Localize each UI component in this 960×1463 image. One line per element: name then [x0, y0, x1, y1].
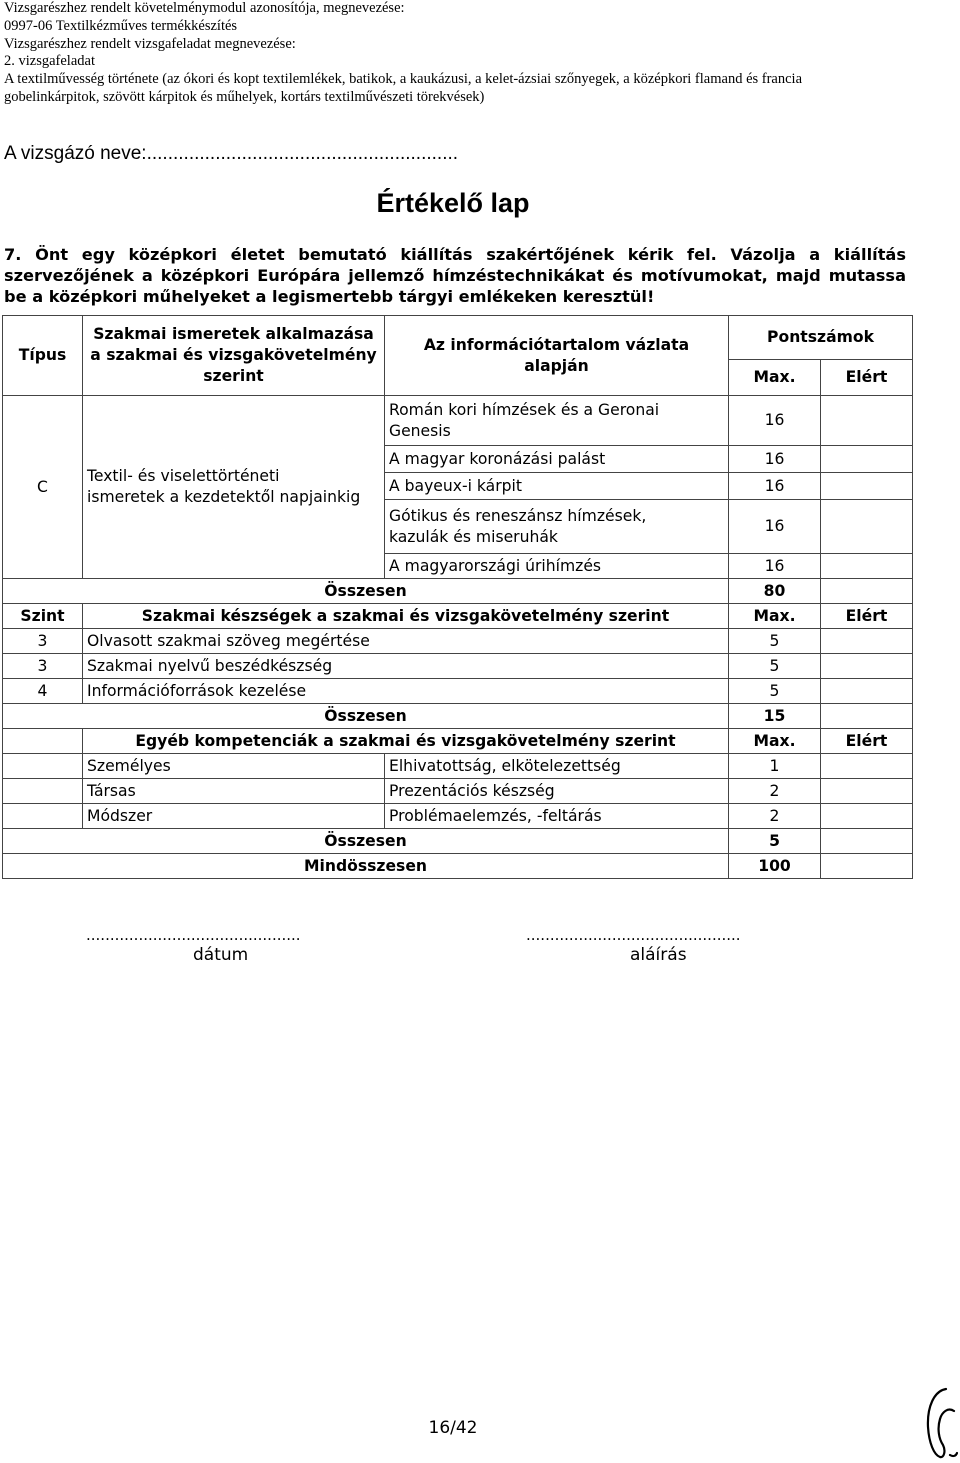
header-information-content [385, 316, 729, 396]
subtotal-max: 15 [729, 704, 821, 729]
skill-max: 5 [729, 629, 821, 654]
header-achieved: Elért [821, 729, 913, 754]
content-item [385, 396, 729, 446]
skill-achieved[interactable] [821, 654, 913, 679]
skill-max: 5 [729, 679, 821, 704]
skill-text: Szakmai nyelvű beszédkészség [83, 654, 729, 679]
header-max: Max. [729, 360, 821, 396]
competence-kind: Személyes [83, 754, 385, 779]
skill-text: Információforrások kezelése [83, 679, 729, 704]
document-header [4, 0, 802, 107]
skill-level: 3 [3, 629, 83, 654]
competence-row [3, 804, 913, 829]
subtotal-row [3, 704, 913, 729]
header-type: Típus [3, 316, 83, 396]
header-blank [3, 729, 83, 754]
competence-kind: Társas [83, 779, 385, 804]
task-description: 7. Önt egy középkori életet bemutató kiállítás szakértőjének kérik fel. Vázolja a kiállítás szervezőjének a középkori Európára jellemző hímzéstechnikákat és motívumokat, majd mutassa be a középkori műhelyeket a legismertebb tárgyi emlékeken keresztül! [4, 245, 906, 306]
skill-level: 4 [3, 679, 83, 704]
page-title: Értékelő lap [376, 188, 530, 218]
header-max: Max. [729, 604, 821, 629]
evaluation-table [2, 315, 913, 879]
skill-achieved[interactable] [821, 679, 913, 704]
content-item: A magyar koronázási palást [385, 446, 729, 473]
row-blank [3, 754, 83, 779]
content-item: A magyarországi úrihímzés [385, 554, 729, 579]
content-achieved[interactable] [821, 554, 913, 579]
row-blank [3, 804, 83, 829]
content-achieved[interactable] [821, 500, 913, 554]
skill-row [3, 679, 913, 704]
subtotal-achieved[interactable] [821, 829, 913, 854]
content-item [385, 500, 729, 554]
header-line-5: A textilművesség története (az ókori és kopt textilemlékek, batikok, a kaukázusi, a kelet-ázsiai szőnyegek, a középkori flamand és francia [4, 71, 803, 88]
header-professional-knowledge-line-1: Szakmai ismeretek alkalmazása [93, 325, 374, 343]
competence-text: Prezentációs készség [385, 779, 729, 804]
skill-achieved[interactable] [821, 629, 913, 654]
candidate-name-field: A vizsgázó neve:........................................................... [4, 143, 459, 164]
grand-total-label: Mindösszesen [3, 854, 729, 879]
content-achieved[interactable] [821, 473, 913, 500]
header-max: Max. [729, 729, 821, 754]
competences-header-row [3, 729, 913, 754]
content-achieved[interactable] [821, 396, 913, 446]
skill-max: 5 [729, 654, 821, 679]
content-max: 16 [729, 473, 821, 500]
subtotal-row [3, 579, 913, 604]
header-line-1: Vizsgarészhez rendelt követelménymodul azonosítója, megnevezése: [4, 0, 405, 16]
competence-achieved[interactable] [821, 804, 913, 829]
content-max: 16 [729, 446, 821, 473]
grand-total-achieved[interactable] [821, 854, 913, 879]
header-information-content-line-1: Az információtartalom vázlata [423, 335, 690, 354]
content-item-line-2: kazulák és miseruhák [389, 527, 558, 546]
header-professional-knowledge-line-2: a szakmai és vizsgakövetelmény [90, 346, 377, 364]
grand-total-row [3, 854, 913, 879]
content-row [3, 396, 913, 446]
topic-line-2: ismeretek a kezdetektől napjainkig [87, 488, 361, 506]
content-max: 16 [729, 554, 821, 579]
subtotal-achieved[interactable] [821, 579, 913, 604]
subtotal-max: 5 [729, 829, 821, 854]
header-line-4: 2. vizsgafeladat [4, 53, 95, 70]
content-item-line-2: Genesis [389, 421, 451, 440]
content-item-line-1: Román kori hímzések és a Geronai [389, 400, 660, 419]
competence-text: Elhivatottság, elkötelezettség [385, 754, 729, 779]
subtotal-max: 80 [729, 579, 821, 604]
skill-level: 3 [3, 654, 83, 679]
header-line-6: gobelinkárpitok, szövött kárpitok és műhelyek, kortárs textilművészeti törekvések) [4, 88, 485, 105]
content-achieved[interactable] [821, 446, 913, 473]
signature-line: ............................................. [526, 926, 741, 944]
competence-kind: Módszer [83, 804, 385, 829]
header-line-3: Vizsgarészhez rendelt vizsgafeladat megnevezése: [4, 35, 296, 52]
competence-achieved[interactable] [821, 779, 913, 804]
content-item-line-1: Gótikus és reneszánsz hímzések, [389, 506, 647, 525]
header-achieved: Elért [821, 360, 913, 396]
header-information-content-line-2: alapján [524, 356, 589, 375]
skill-text: Olvasott szakmai szöveg megértése [83, 629, 729, 654]
header-other-competences: Egyéb kompetenciák a szakmai és vizsgakövetelmény szerint [83, 729, 729, 754]
competence-row [3, 754, 913, 779]
subtotal-label: Összesen [3, 704, 729, 729]
row-blank [3, 779, 83, 804]
header-line-2: 0997-06 Textilkézműves termékkészítés [4, 17, 238, 34]
topic-cell [83, 396, 385, 579]
header-professional-knowledge-line-3: szerint [203, 367, 264, 385]
competence-max: 2 [729, 779, 821, 804]
competence-row [3, 779, 913, 804]
publisher-logo-icon [922, 1385, 958, 1460]
content-max: 16 [729, 500, 821, 554]
content-item: A bayeux-i kárpit [385, 473, 729, 500]
competence-achieved[interactable] [821, 754, 913, 779]
header-skills: Szakmai készségek a szakmai és vizsgakövetelmény szerint [83, 604, 729, 629]
header-professional-knowledge [83, 316, 385, 396]
skill-row [3, 629, 913, 654]
skill-row [3, 654, 913, 679]
header-level: Szint [3, 604, 83, 629]
grand-total-max: 100 [729, 854, 821, 879]
header-achieved: Elért [821, 604, 913, 629]
topic-line-1: Textil- és viselettörténeti [87, 467, 280, 485]
date-label: dátum [193, 945, 249, 965]
type-value: C [3, 396, 83, 579]
content-max: 16 [729, 396, 821, 446]
competence-max: 1 [729, 754, 821, 779]
competence-text: Problémaelemzés, -feltárás [385, 804, 729, 829]
competence-max: 2 [729, 804, 821, 829]
subtotal-achieved[interactable] [821, 704, 913, 729]
subtotal-label: Összesen [3, 829, 729, 854]
subtotal-label: Összesen [3, 579, 729, 604]
skills-header-row [3, 604, 913, 629]
page-number: 16/42 [428, 1418, 478, 1438]
subtotal-row [3, 829, 913, 854]
signature-label: aláírás [630, 945, 687, 965]
header-points: Pontszámok [729, 316, 913, 360]
date-line: ............................................. [86, 926, 301, 944]
